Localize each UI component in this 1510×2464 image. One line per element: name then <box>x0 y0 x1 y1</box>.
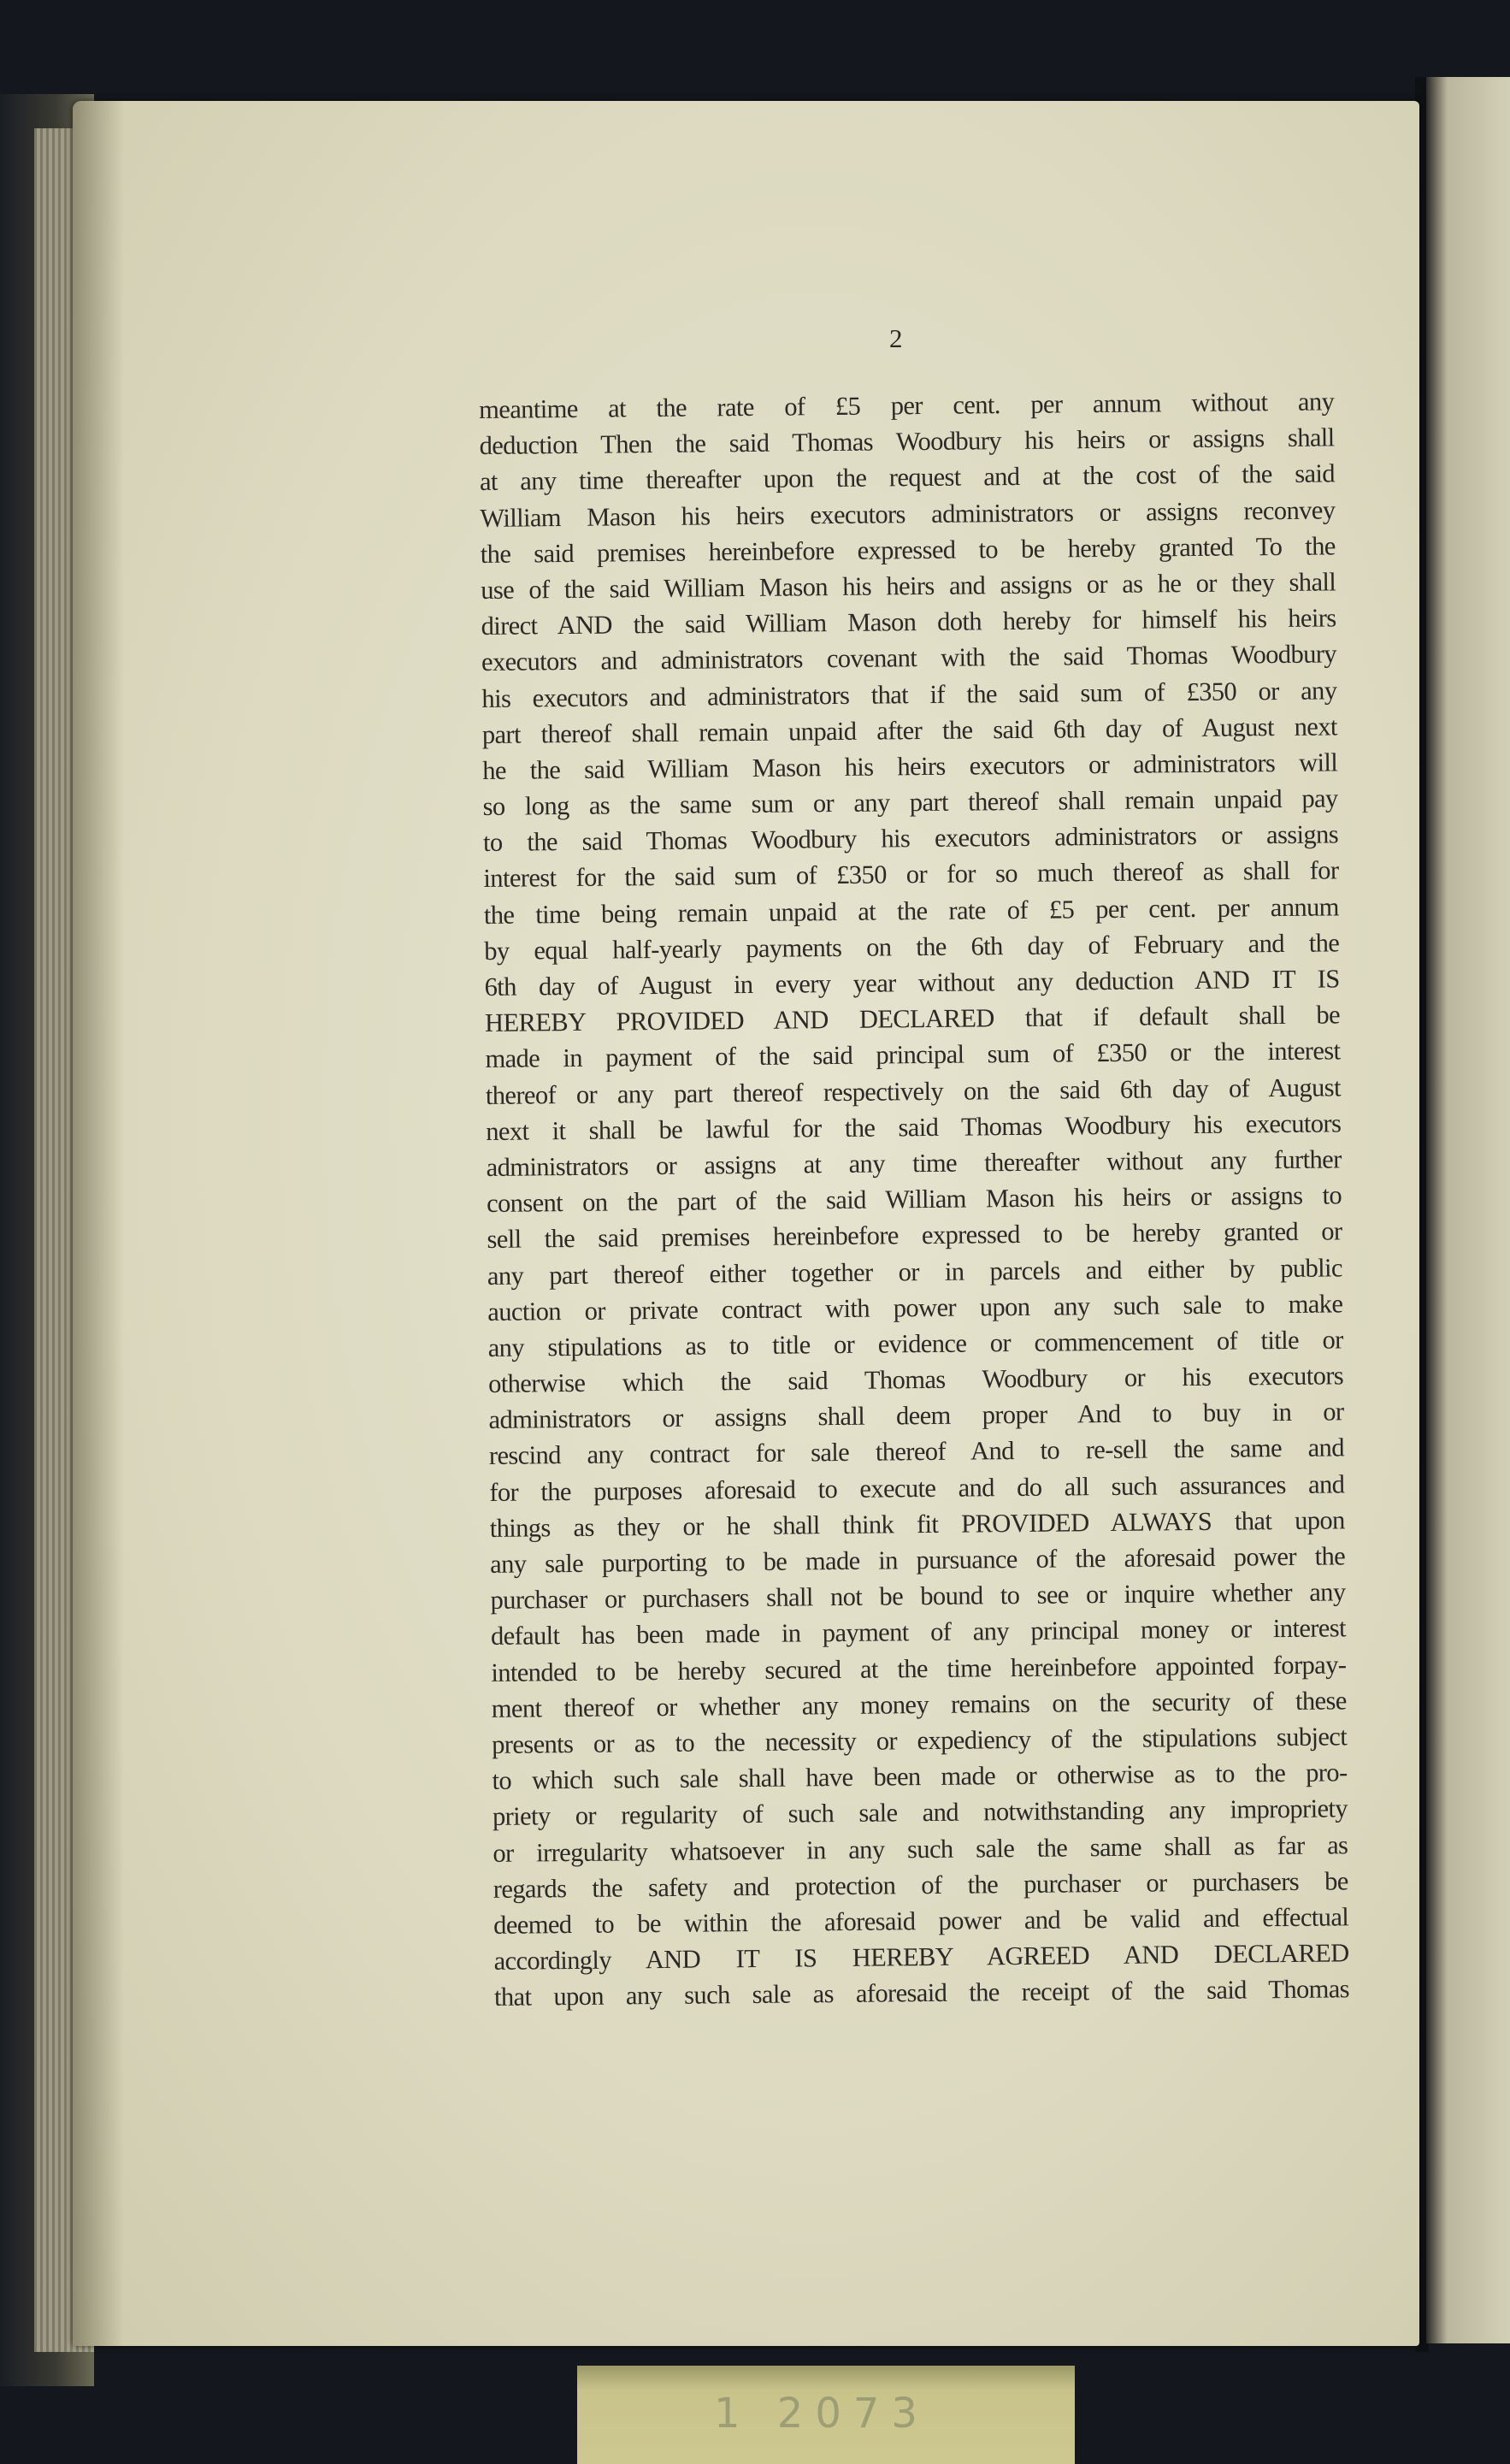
text-line: use of the said William Mason his heirs and assigns or as he or they shall <box>481 567 1336 605</box>
text-line: at any time thereafter upon the request and at the cost of the said <box>479 458 1336 497</box>
text-line: or irregularity whatsoever in any such sale the same shall as far as <box>493 1829 1348 1868</box>
text-line: his executors and administrators that if the said sum of £350 or any <box>481 675 1337 713</box>
text-line: next it shall be lawful for the said Thomas Woodbury his executors <box>486 1108 1342 1146</box>
text-line: William Mason his heirs executors administrators or assigns reconvey <box>480 494 1336 533</box>
text-line: ment thereof or whether any money remains on the security of these <box>491 1686 1347 1723</box>
text-line: HEREBY PROVIDED AND DECLARED that if default shall be <box>484 1000 1341 1038</box>
text-line: he the said William Mason his heirs executors or administrators will <box>482 747 1338 785</box>
text-line: presents or as to the necessity or expediency of the stipulations subject <box>492 1722 1348 1759</box>
text-line: sell the said premises hereinbefore expressed to be hereby granted or <box>487 1216 1342 1255</box>
text-line: 6th day of August in every year without any deduction AND IT IS <box>484 964 1340 1002</box>
text-line: that upon any such sale as aforesaid the receipt of the said Thomas <box>493 1974 1350 2012</box>
handwritten-tag-note: 1 2073 <box>714 2390 929 2437</box>
page-number: 2 <box>889 323 903 353</box>
text-line: executors and administrators covenant with the said Thomas Woodbury <box>481 639 1337 677</box>
text-line: interest for the said sum of £350 or for so much thereof as shall for <box>483 855 1339 894</box>
text-line: otherwise which the said Thomas Woodbury or his executors <box>487 1361 1344 1399</box>
text-line: administrators or assigns shall deem proper And to buy in or <box>488 1397 1344 1435</box>
text-line: deemed to be within the aforesaid power and be valid and effectual <box>493 1902 1349 1940</box>
text-line: part thereof shall remain unpaid after the said 6th day of August next <box>481 712 1337 749</box>
text-line: default has been made in payment of any principal money or interest <box>490 1613 1347 1652</box>
text-line: so long as the same sum or any part thereof shall remain unpaid pay <box>482 783 1338 822</box>
text-line: thereof or any part thereof respectively on the said 6th day of August <box>485 1072 1342 1110</box>
text-line: for the purposes aforesaid to execute and do all such assurances and <box>489 1468 1345 1507</box>
text-line: regards the safety and protection of the purchaser or purchasers be <box>493 1866 1348 1904</box>
adjacent-page-edge <box>1426 77 1510 2343</box>
archive-tag <box>577 2366 1075 2464</box>
text-line: any part thereof either together or in parcels and either by public <box>487 1252 1343 1291</box>
text-line: to which such sale shall have been made or otherwise as to the pro- <box>492 1758 1348 1796</box>
text-line: administrators or assigns at any time thereafter without any further <box>486 1144 1342 1182</box>
text-line: to the said Thomas Woodbury his executors administrators or assigns <box>482 819 1339 858</box>
text-line: the said premises hereinbefore expressed to be hereby granted To the <box>480 531 1336 569</box>
text-line: things as they or he shall think fit PROVIDED ALWAYS that upon <box>489 1505 1345 1543</box>
text-line: the time being remain unpaid at the rate of £5 per cent. per annum <box>483 891 1339 930</box>
text-line: priety or regularity of such sale and notwithstanding any impropriety <box>492 1793 1348 1832</box>
text-line: meantime at the rate of £5 per cent. per annum without any <box>479 387 1335 424</box>
text-line: deduction Then the said Thomas Woodbury his heirs or assigns shall <box>479 422 1335 461</box>
text-line: accordingly AND IT IS HEREBY AGREED AND DECLARED <box>493 1938 1349 1976</box>
text-line: any stipulations as to title or evidence or commencement of title or <box>487 1325 1343 1362</box>
text-line: purchaser or purchasers shall not be bound to see or inquire whether any <box>490 1577 1346 1616</box>
text-line: made in payment of the said principal sum of £350 or the interest <box>485 1036 1341 1074</box>
text-line: intended to be hereby secured at the time hereinbefore appointed forpay- <box>491 1649 1347 1687</box>
text-line: consent on the part of the said William Mason his heirs or assigns to <box>486 1180 1342 1219</box>
body-text <box>479 383 1349 2015</box>
text-line: rescind any contract for sale thereof And to re-sell the same and <box>488 1433 1345 1471</box>
text-line: any sale purporting to be made in pursuance of the aforesaid power the <box>489 1541 1346 1579</box>
text-line: direct AND the said William Mason doth hereby for himself his heirs <box>481 603 1336 641</box>
text-line: by equal half-yearly payments on the 6th day of February and the <box>484 928 1340 966</box>
text-line: auction or private contract with power upon any such sale to make <box>487 1289 1343 1327</box>
